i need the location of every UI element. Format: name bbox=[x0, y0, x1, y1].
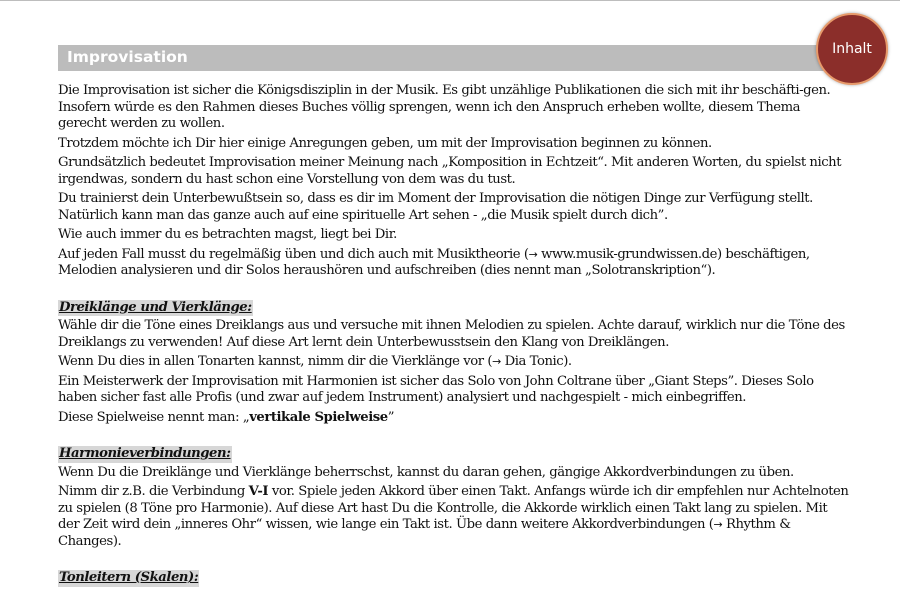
link-dia-tonic[interactable]: Dia Tonic bbox=[500, 354, 564, 369]
triads-paragraph-1: Wähle dir die Töne eines Dreiklangs aus und versuche mit ihnen Melodien zu spielen. Achte darauf, wirklich nur die Töne des Dreiklangs zu verwenden! Auf diese Art lernt dein Unterbewusstsein den Klang von Dreiklängen. bbox=[58, 318, 845, 350]
heading-triads: Dreiklänge und Vierklänge: bbox=[59, 299, 252, 315]
triads-paragraph-4 bbox=[58, 410, 850, 427]
harmony-p2-text-end: ). bbox=[112, 533, 122, 549]
link-musik-grundwissen[interactable]: www.musik-grundwissen.de bbox=[537, 246, 717, 262]
intro-paragraph-1: Die Improvisation ist sicher die Königsdisziplin in der Musik. Es gibt unzählige Publikationen die sich mit ihr beschäfti-gen. Insofern würde es den Rahmen dieses Buches völlig sprengen, wenn ich den Anspruch erheben wollte, diesem Thema gerecht werden zu wollen. bbox=[58, 83, 831, 131]
triads-paragraph-2 bbox=[58, 354, 850, 371]
harmony-p2-text-mid: vor. Spiele jeden Akkord über einen Takt. Anfangs würde ich dir empfehlen nur Achtelnoten zu spielen (8 Töne pro Harmonie). Auf diese Art hast Du die Kontrolle, die Akkorde wirklich einen Takt lang zu spielen. Mit der Zeit wird dein „inneres Ohr“ wissen, wie lange ein Takt ist. Übe dann weitere Akkordverbindungen ( bbox=[58, 484, 849, 532]
link-rhythm-changes[interactable]: Rhythm & Changes bbox=[58, 517, 791, 549]
heading-harmony: Harmonieverbindungen: bbox=[59, 446, 231, 461]
intro-paragraph-2: Trotzdem möchte ich Dir hier einige Anregungen geben, um mit der Improvisation beginnen zu können. bbox=[58, 135, 712, 151]
vertical-style-term: vertikale Spielweise bbox=[249, 409, 388, 425]
intro-p6-text-end: ) beschäftigen, Melodien analysieren und dir Solos heraushören und aufschreiben (dies nennt man „Solotranskription“). bbox=[58, 246, 810, 278]
harmony-paragraph-1: Wenn Du die Dreiklänge und Vierklänge beherrschst, kannst du daran gehen, gängige Akkordverbindungen zu üben. bbox=[58, 464, 794, 480]
triads-p2-text-end: ). bbox=[563, 354, 572, 369]
arrow-right-icon: → bbox=[528, 247, 538, 261]
intro-paragraph-4: Du trainierst dein Unterbewußtsein so, dass es dir im Moment der Improvisation die nötigen Dinge zur Verfügung stellt. Natürlich kann man das ganze auch auf eine spirituelle Art sehen - „die Musik spielt durch dich”. bbox=[58, 191, 813, 223]
arrow-right-icon: → bbox=[713, 518, 723, 531]
v-i-term: V-I bbox=[248, 484, 269, 499]
arrow-right-icon: → bbox=[492, 355, 501, 368]
harmony-paragraph-2 bbox=[58, 484, 850, 550]
triads-p4-text-end: ” bbox=[387, 409, 394, 425]
section-header-bar bbox=[58, 45, 846, 71]
top-border bbox=[0, 0, 900, 1]
inhalt-button[interactable]: Inhalt bbox=[816, 13, 888, 85]
harmony-p2-text: Nimm dir z.B. die Verbindung bbox=[58, 484, 249, 499]
intro-paragraph-6 bbox=[58, 247, 850, 280]
triads-p4-text: Diese Spielweise nennt man: „ bbox=[58, 409, 250, 425]
heading-scales: Tonleitern (Skalen): bbox=[59, 570, 199, 585]
section-title: Improvisation bbox=[67, 48, 188, 66]
intro-paragraph-3: Grundsätzlich bedeutet Improvisation meiner Meinung nach „Komposition in Echtzeit“. Mit anderen Worten, du spielst nicht irgendwas, sondern du hast schon eine Vorstellung von dem was du tust. bbox=[58, 155, 842, 187]
document-body bbox=[58, 83, 850, 589]
intro-paragraph-5: Wie auch immer du es betrachten magst, liegt bei Dir. bbox=[58, 227, 397, 242]
triads-paragraph-3: Ein Meisterwerk der Improvisation mit Harmonien ist sicher das Solo von John Coltrane über „Giant Steps”. Dieses Solo haben sicher fast alle Profis (und zwar auf jedem Instrument) analysiert und nachgespielt - mich einbegriffen. bbox=[58, 373, 814, 405]
triads-p2-text: Wenn Du dies in allen Tonarten kannst, nimm dir die Vierklänge vor ( bbox=[58, 354, 493, 369]
intro-p6-text: Auf jeden Fall musst du regelmäßig üben und dich auch mit Musiktheorie ( bbox=[58, 246, 529, 262]
